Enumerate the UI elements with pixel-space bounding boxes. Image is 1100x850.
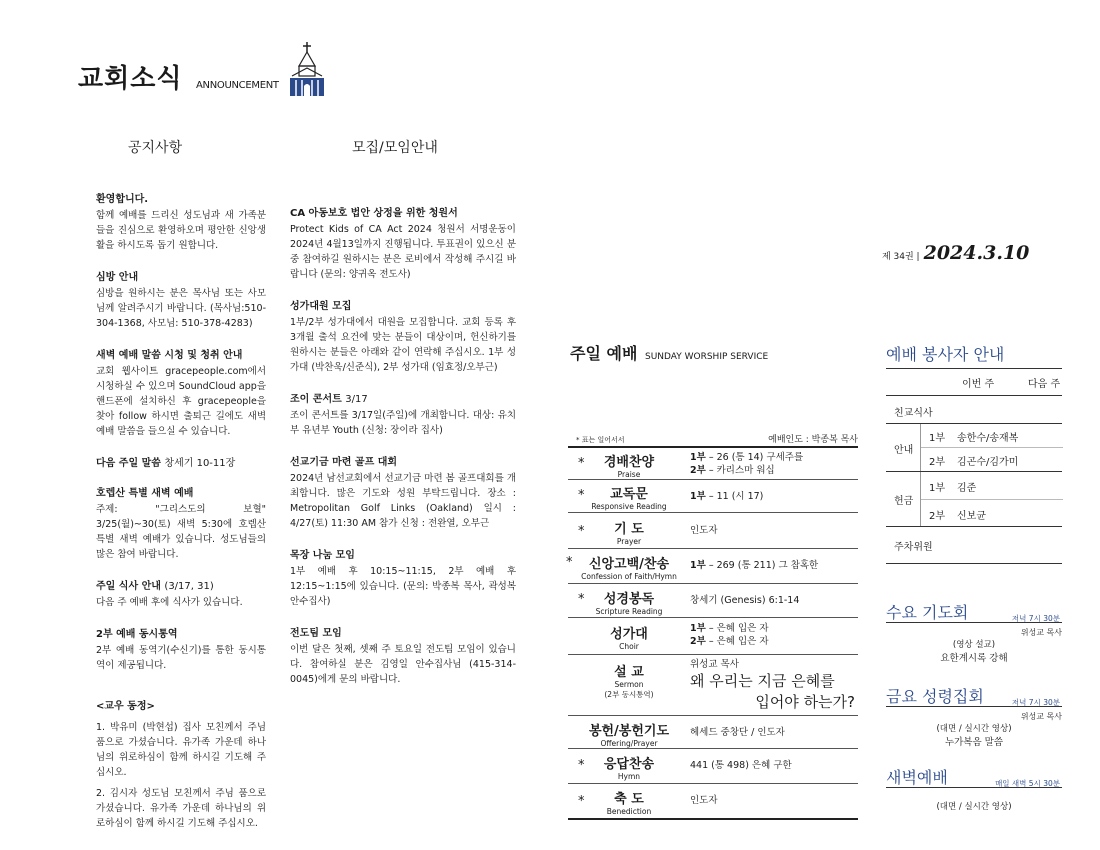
recruit-item	[290, 297, 516, 375]
recruit-body: Protect Kids of CA Act 2024 청원서 서명운동이 2024년 4월13일까지 진행됩니다. 투표권이 있으신 분 중 참여하길 원하시는 분은 로비에서 작성해 주시길 바랍니다 (문의: 양귀옥 전도사)	[290, 224, 516, 280]
detail-text: – 은혜 입은 자	[705, 623, 769, 634]
dawn-header	[886, 765, 1062, 788]
detail-part: 1부	[690, 560, 706, 571]
notice-item	[96, 625, 266, 673]
detail-part: 1부	[690, 491, 706, 502]
detail-line	[690, 524, 718, 537]
worship-item-ko: 성가대	[610, 627, 648, 642]
dawn-section	[886, 765, 1062, 812]
detail-part: 2부	[690, 636, 706, 647]
notice-body: 주제: "그리스도의 보혈" 3/25(월)~30(토) 새벽 5:30에 호렙산 특별 새벽 예배가 있습니다. 성도님들의 많은 참여 바랍니다.	[96, 504, 266, 560]
worship-item-en: Sermon	[614, 680, 644, 689]
preacher: 위성교 목사	[690, 659, 739, 670]
recruit-list	[290, 204, 516, 702]
notice-item	[96, 577, 266, 610]
server-sub-row	[920, 499, 1063, 526]
detail-part: 1부	[690, 452, 706, 463]
recruit-title: 목장 나눔 모임	[290, 550, 355, 561]
recruit-title: 선교기금 마련 골프 대회	[290, 457, 398, 468]
servers-row	[886, 472, 1062, 527]
server-role: 헌금	[894, 496, 914, 507]
worship-detail	[690, 794, 718, 807]
detail-text: – 은혜 입은 자	[705, 636, 769, 647]
worship-item-ko: 축 도	[614, 792, 644, 807]
notice-title: 환영합니다.	[96, 194, 149, 205]
worship-row	[568, 618, 858, 655]
servers-header-row	[886, 369, 1062, 396]
wednesday-title: 수요 기도회	[886, 603, 969, 622]
col-this-week: 이번 주	[962, 379, 995, 390]
worship-detail	[690, 726, 785, 739]
recruit-title: CA 아동보호 법안 상정을 위한 청원서	[290, 208, 458, 219]
friday-section	[886, 684, 1062, 748]
server-part: 2부	[929, 511, 946, 522]
issue-line	[882, 242, 1029, 264]
detail-line	[690, 759, 792, 772]
worship-row	[568, 549, 858, 584]
recruit-item	[290, 453, 516, 531]
wednesday-header	[886, 600, 1062, 623]
worship-item-ko: 신앙고백/찬송	[588, 557, 670, 572]
servers-title: 예배 봉사자 안내	[886, 345, 1005, 364]
worship-item-en: Praise	[617, 470, 641, 479]
worship-item-ko: 교독문	[610, 487, 648, 502]
worship-item	[570, 720, 688, 748]
detail-text: 헤세드 중창단 / 인도자	[690, 727, 785, 738]
issue-label: 제 34권 |	[882, 252, 920, 262]
servers-row	[886, 424, 1062, 472]
detail-line	[690, 559, 818, 572]
sermon-detail	[690, 658, 855, 713]
worship-detail	[690, 490, 763, 503]
detail-line	[690, 594, 799, 607]
standing-mark: *	[578, 794, 585, 809]
worship-title-ko: 주일 예배	[570, 344, 638, 363]
server-part: 1부	[929, 433, 946, 444]
standing-note: * 표는 일어서서	[576, 436, 625, 444]
recruit-item	[290, 390, 516, 438]
notice-title-text: 주일 식사 안내	[96, 581, 161, 592]
detail-text: – 11 (시 17)	[705, 491, 764, 502]
church-icon	[284, 42, 330, 98]
worship-item-ko: 설 교	[614, 665, 644, 680]
notice-body: 심방을 원하시는 분은 목사님 또는 사모님께 알려주시기 바랍니다. (목사님:510-304-1368, 사모님: 510-378-4283)	[96, 288, 266, 329]
recruit-item	[290, 624, 516, 687]
detail-line	[690, 464, 803, 477]
col-next-week: 다음 주	[1028, 379, 1061, 390]
standing-mark: *	[578, 524, 585, 539]
worship-row	[568, 784, 858, 820]
server-role: 친교식사	[894, 408, 933, 419]
notice-title-extra: (3/17, 31)	[164, 581, 214, 592]
worship-item-en: Benediction	[606, 807, 652, 816]
worship-item	[570, 518, 688, 546]
recruit-body: 조이 콘서트를 3/17일(주일)에 개최합니다. 대상: 유치부 유년부 Youth (신청: 장이라 집사)	[290, 410, 516, 436]
server-role: 주차위원	[894, 542, 933, 553]
worship-item-ko: 성경봉독	[603, 592, 655, 607]
detail-text: 인도자	[690, 525, 718, 536]
worship-item-en: Responsive Reading	[591, 502, 667, 511]
dawn-note: (대면 / 실시간 영상)	[936, 802, 1012, 812]
worship-row	[568, 716, 858, 749]
detail-line	[690, 622, 769, 635]
recruit-title	[290, 390, 516, 405]
issue-date: 2024.3.10	[923, 242, 1030, 264]
dawn-time: 매일 새벽 5시 30분	[995, 779, 1060, 788]
worship-item-ko: 응답찬송	[603, 757, 655, 772]
detail-text: – 269 (통 211) 그 참혹한	[705, 560, 819, 571]
worship-item-ko: 기 도	[614, 522, 644, 537]
notice-title: <교우 동정>	[96, 701, 155, 712]
recruit-item	[290, 546, 516, 609]
server-sub-row	[920, 447, 1063, 471]
standing-mark: *	[578, 758, 585, 773]
worship-row	[568, 749, 858, 784]
worship-detail	[690, 622, 769, 648]
worship-detail	[690, 594, 799, 607]
notice-title: 심방 안내	[96, 272, 139, 283]
notice-body: 다음 주 예배 후에 식사가 있습니다.	[96, 597, 243, 608]
worship-row	[568, 480, 858, 513]
notice-item	[96, 454, 266, 469]
notice-item	[96, 484, 266, 562]
detail-text: 창세기 (Genesis) 6:1-14	[690, 595, 800, 606]
worship-item	[570, 661, 688, 700]
notice-title-extra: 창세기 10-11장	[164, 458, 236, 469]
detail-line	[690, 794, 718, 807]
worship-item-en: Confession of Faith/Hymn	[581, 572, 677, 581]
detail-text: 441 (통 498) 은혜 구한	[690, 760, 792, 771]
detail-part: 1부	[690, 623, 706, 634]
worship-item-ko: 경배찬양	[603, 455, 655, 470]
worship-item-en2: (2부 동시통역)	[604, 690, 654, 699]
notice-body: 1. 박유미 (박현섭) 집사 모친께서 주님 품으로 가셨습니다. 유가족 가운데 하나님의 위로하심이 함께 하시길 기도해 주십시오.	[96, 722, 266, 778]
worship-item	[570, 788, 688, 816]
worship-item	[570, 451, 688, 479]
detail-part: 2부	[690, 465, 706, 476]
notice-title-text: 다음 주일 말씀	[96, 458, 161, 469]
wednesday-time: 저녁 7시 30분	[1011, 614, 1060, 623]
notice-title	[96, 577, 266, 592]
notice-body: 2. 김시자 성도님 모친께서 주님 품으로 가셨습니다. 유가족 가운데 하나님의 위로하심이 함께 하시길 기도해 주십시오.	[96, 788, 266, 829]
notice-heading: 공지사항	[128, 140, 183, 156]
notice-title	[96, 454, 266, 469]
standing-mark: *	[578, 456, 585, 471]
notice-item	[96, 190, 266, 253]
wednesday-speaker: 위성교 목사	[1020, 628, 1062, 637]
worship-item	[570, 483, 688, 511]
server-name: 김곤수/김가미	[957, 457, 1019, 468]
worship-detail	[690, 451, 803, 477]
notice-title: 호렙산 특별 새벽 예배	[96, 488, 194, 499]
worship-item	[570, 623, 688, 651]
worship-order-table	[568, 446, 858, 820]
notice-body: 함께 예배를 드리신 성도님과 새 가족분들을 진심으로 환영하오며 평안한 신앙생활을 하시도록 돕기 원합니다.	[96, 210, 266, 251]
wednesday-text: 요한계시록 강해	[940, 653, 1008, 664]
recruit-item	[290, 204, 516, 282]
detail-line	[690, 490, 763, 503]
standing-mark: *	[578, 488, 585, 503]
worship-leader: 예배인도 : 박종복 목사	[768, 435, 858, 445]
notice-item	[96, 346, 266, 439]
worship-row	[568, 584, 858, 618]
notice-body: 2부 예배 동역기(수신기)를 통한 동시통역이 제공됩니다.	[96, 645, 266, 671]
worship-item-en: Choir	[619, 642, 639, 651]
recruit-body: 이번 달은 첫째, 셋째 주 토요일 전도팀 모임이 있습니다. 참여하실 분은 김영일 안수집사님 (415-314-0045)에게 문의 바랍니다.	[290, 644, 516, 685]
worship-item	[570, 588, 688, 616]
page-subtitle: ANNOUNCEMENT	[196, 80, 279, 91]
recruit-heading: 모집/모임안내	[352, 140, 438, 156]
server-role: 안내	[894, 445, 914, 456]
wednesday-note: (영상 설교)	[952, 640, 996, 650]
notice-body: 교회 웹사이트 gracepeople.com에서 시청하실 수 있으며 SoundCloud app을 핸드폰에 설치하신 후 gracepeople을 찾아 follow 하시면 출퇴근 길에도 새벽예배 말씀을 들으실 수 있습니다.	[96, 366, 266, 437]
sermon-title-line2: 입어야 하는가?	[755, 693, 855, 711]
recruit-body: 1부 예배 후 10:15~11:15, 2부 예배 후 12:15~1:15에 있습니다. (문의: 박종복 목사, 곽성복 안수집사)	[290, 566, 516, 607]
worship-title-en: SUNDAY WORSHIP SERVICE	[644, 352, 769, 362]
servers-table	[886, 368, 1062, 564]
worship-detail	[690, 559, 818, 572]
detail-line	[690, 451, 803, 464]
notice-title: 2부 예배 동시통역	[96, 629, 178, 640]
sermon-title-line1: 왜 우리는 지금 은혜를	[690, 672, 835, 690]
friday-speaker: 위성교 목사	[1020, 712, 1062, 721]
worship-item-en: Hymn	[617, 772, 641, 781]
friday-note: (대면 / 실시간 영상)	[936, 724, 1012, 734]
notice-list	[96, 190, 266, 846]
recruit-title-extra: 3/17	[345, 394, 368, 405]
worship-row	[568, 448, 858, 480]
recruit-title: 전도팀 모임	[290, 628, 342, 639]
server-sub-row	[920, 472, 1063, 500]
detail-text: – 26 (통 14) 구세주를	[705, 452, 804, 463]
recruit-body: 2024년 남선교회에서 선교기금 마련 봄 골프대회를 개최합니다. 많은 기도와 성원 부탁드립니다. 장소 : Metropolitan Golf Links (Oakland) 일시 : 4/27(토) 11:30 AM 참가 신청 : 전완열, 오부근	[290, 473, 516, 529]
worship-item-en: Offering/Prayer	[600, 739, 658, 748]
dawn-title: 새벽예배	[886, 768, 948, 787]
worship-row	[568, 513, 858, 549]
worship-detail	[690, 524, 718, 537]
friday-header	[886, 684, 1062, 707]
server-sub-row	[920, 424, 1063, 448]
standing-mark: *	[578, 592, 585, 607]
friday-title: 금요 성령집회	[886, 687, 984, 706]
recruit-title: 성가대원 모집	[290, 301, 352, 312]
servers-row	[886, 396, 1062, 424]
detail-line	[690, 635, 769, 648]
recruit-title-text: 조이 콘서트	[290, 394, 342, 405]
server-name: 신보균	[957, 511, 986, 522]
notice-item	[96, 697, 266, 780]
server-part: 1부	[929, 483, 946, 494]
standing-mark: *	[566, 555, 573, 570]
worship-item	[570, 753, 688, 781]
detail-line	[690, 726, 785, 739]
notice-item	[96, 268, 266, 331]
recruit-body: 1부/2부 성가대에서 대원을 모집합니다. 교회 등록 후 3개월 출석 요건에 맞는 분들이 대상이며, 헌신하기를 원하시는 분들은 아래와 같이 연락해 주십시오. 1부 성가대 (박찬욱/신준식), 2부 성가대 (임효정/오부근)	[290, 317, 516, 373]
server-name: 김준	[957, 483, 977, 494]
worship-title	[570, 341, 768, 364]
server-name: 송한수/송재복	[957, 433, 1019, 444]
detail-text: – 카리스마 워십	[705, 465, 775, 476]
wednesday-section	[886, 600, 1062, 664]
detail-text: 인도자	[690, 795, 718, 806]
notice-title: 새벽 예배 말씀 시청 및 청취 안내	[96, 350, 243, 361]
notice-item	[96, 786, 266, 831]
worship-item-en: Prayer	[616, 537, 642, 546]
friday-time: 저녁 7시 30분	[1011, 698, 1060, 707]
worship-row	[568, 655, 858, 716]
page-title: 교회소식	[78, 64, 183, 94]
servers-row	[886, 527, 1062, 564]
server-part: 2부	[929, 457, 946, 468]
worship-item-en: Scripture Reading	[595, 607, 663, 616]
friday-text: 누가복음 말씀	[944, 737, 1004, 748]
worship-item-ko: 봉헌/봉헌기도	[588, 724, 670, 739]
worship-detail	[690, 759, 792, 772]
worship-item	[570, 553, 688, 581]
